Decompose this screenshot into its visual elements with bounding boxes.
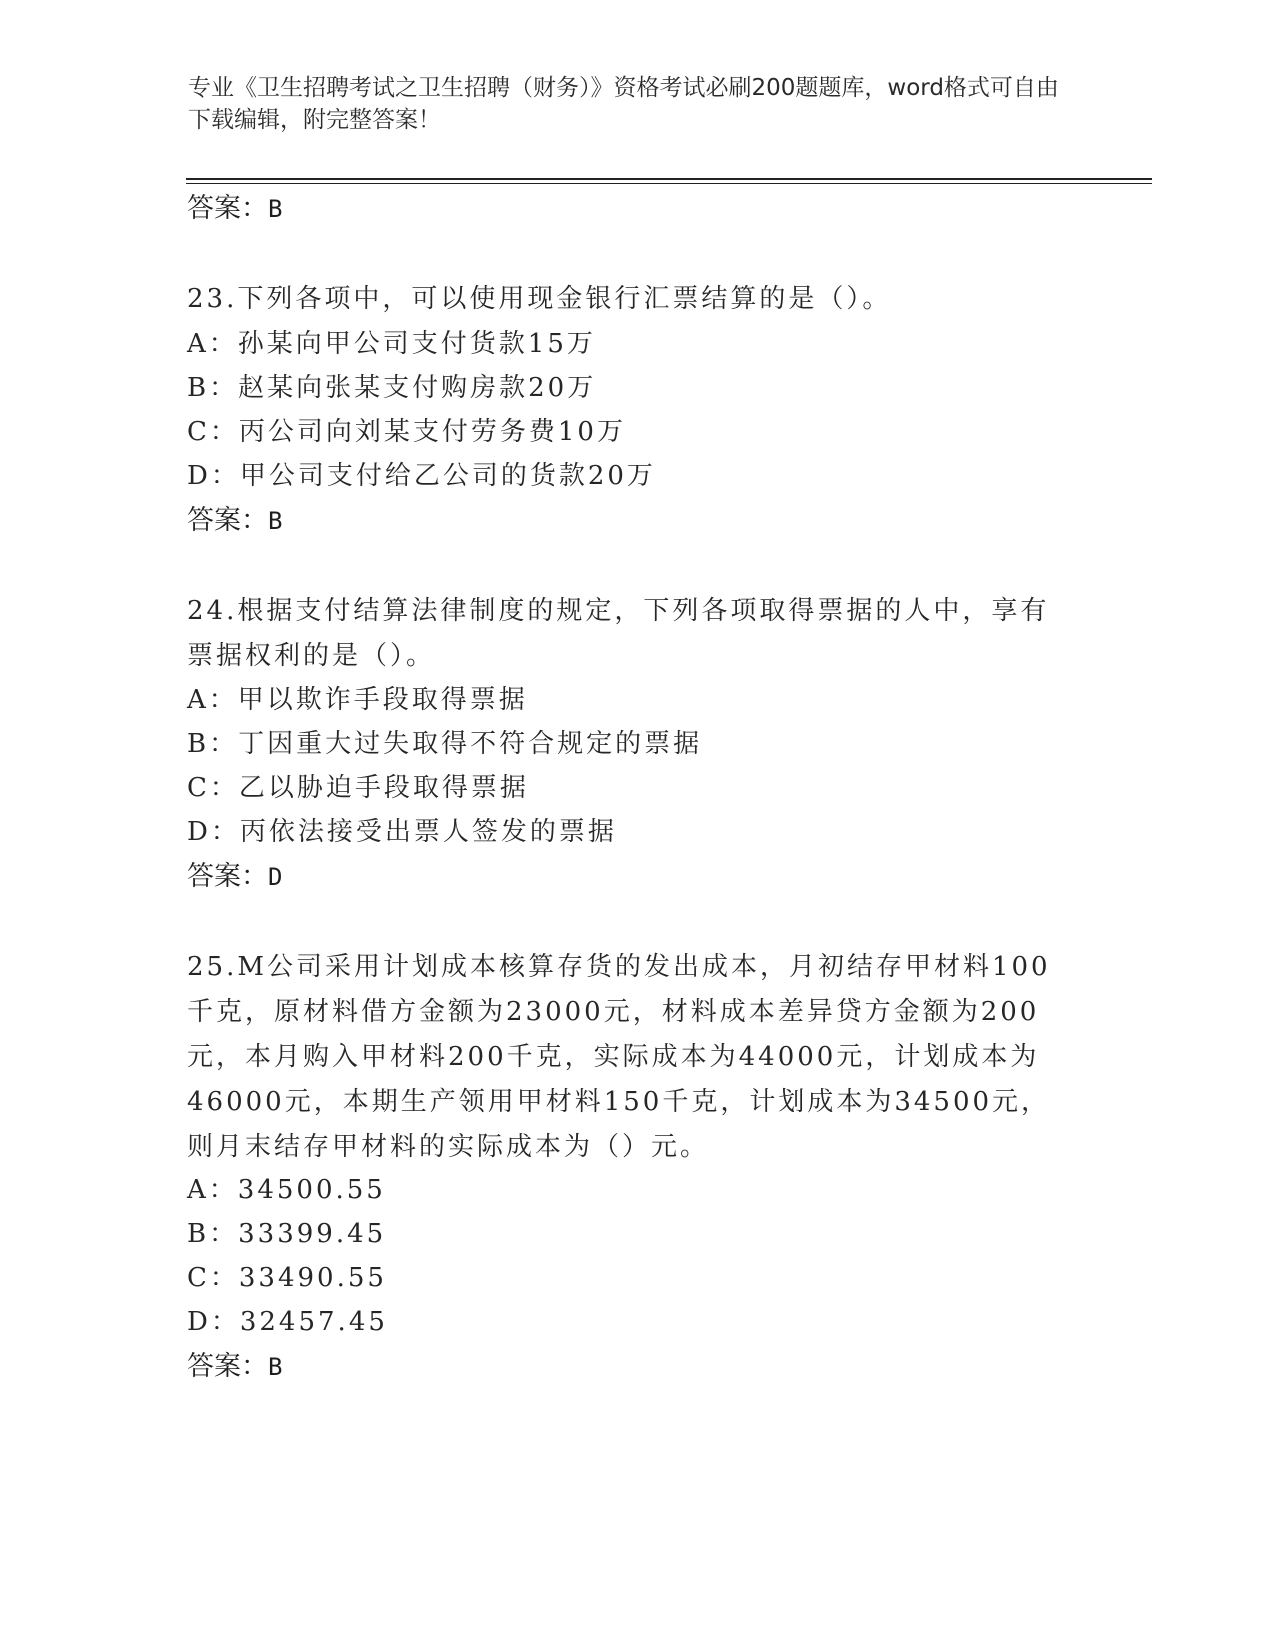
header-rule-thin: [186, 183, 1152, 184]
answer-line-23: [187, 504, 282, 538]
page-header: 专业《卫生招聘考试之卫生招聘（财务）》资格考试必刷200题题库，word格式可自由下载编辑，附完整答案！: [188, 75, 1059, 133]
question-25-text: 25.M公司采用计划成本核算存货的发出成本，月初结存甲材料100千克，原材料借方金额为23000元，材料成本差异贷方金额为200元，本月购入甲材料200千克，实际成本为44000元，计划成本为46000元，本期生产领用甲材料150千克，计划成本为34500元，则月末结存甲材料的实际成本为（）元。: [187, 952, 1051, 1162]
question-23-text: 23.下列各项中，可以使用现金银行汇票结算的是（）。: [187, 284, 892, 314]
question-23-option-c: C：丙公司向刘某支付劳务费10万: [187, 417, 626, 447]
question-24-option-b: B：丁因重大过失取得不符合规定的票据: [187, 729, 703, 759]
question-25-option-a: A：34500.55: [187, 1175, 386, 1205]
answer-line-25: [187, 1350, 282, 1384]
question-25-option-b: B：33399.45: [187, 1219, 387, 1249]
question-23-option-b: B：赵某向张某支付购房款20万: [187, 373, 597, 403]
answer-value: B: [268, 195, 283, 223]
question-23-option-d: D：甲公司支付给乙公司的货款20万: [187, 461, 656, 491]
question-24-option-c: C：乙以胁迫手段取得票据: [187, 773, 529, 803]
header-rule-thick: [186, 178, 1152, 180]
answer-value: D: [268, 863, 283, 891]
answer-label: 答案：: [187, 505, 268, 536]
question-25-option-d: D：32457.45: [187, 1307, 388, 1337]
answer-label: 答案：: [187, 861, 268, 892]
answer-line-24: [187, 860, 282, 894]
question-23-option-a: A：孙某向甲公司支付货款15万: [187, 329, 596, 359]
question-25-option-c: C：33490.55: [187, 1263, 387, 1293]
answer-label: 答案：: [187, 193, 268, 224]
question-24-option-d: D：丙依法接受出票人签发的票据: [187, 817, 617, 847]
answer-line-22: [187, 192, 282, 226]
question-24-text: 24.根据支付结算法律制度的规定，下列各项取得票据的人中，享有票据权利的是（）。: [187, 596, 1050, 671]
answer-label: 答案：: [187, 1351, 268, 1382]
question-24-option-a: A：甲以欺诈手段取得票据: [187, 685, 528, 715]
answer-value: B: [268, 507, 283, 535]
answer-value: B: [268, 1353, 283, 1381]
